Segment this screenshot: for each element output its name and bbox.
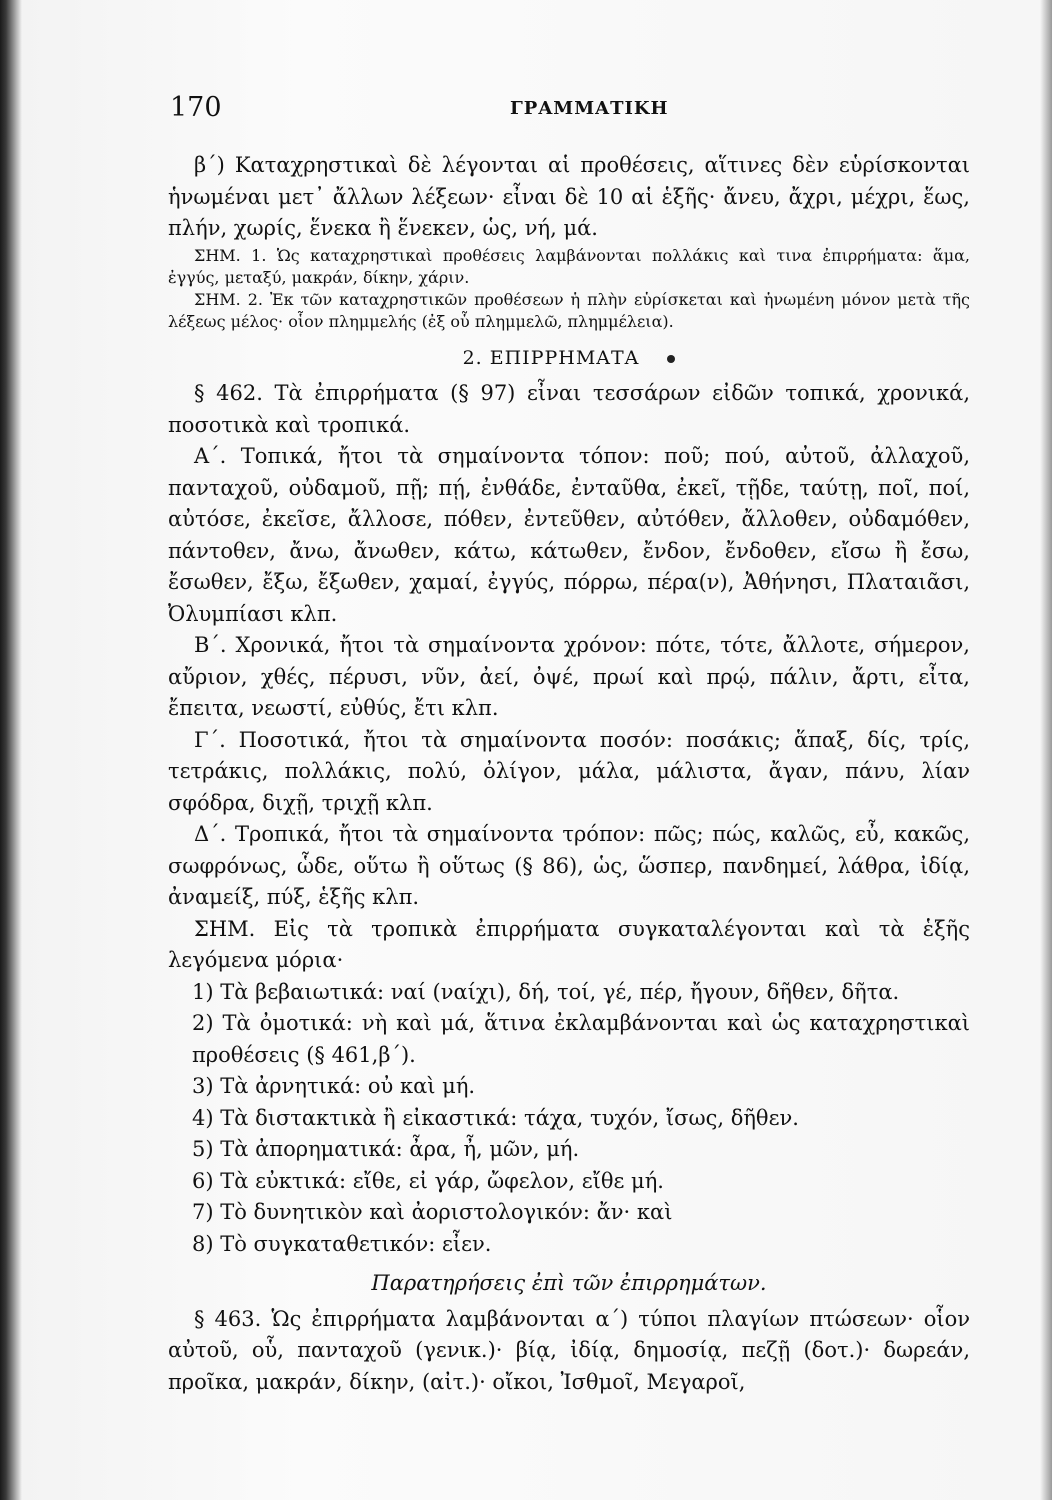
paragraph-posotika: Γ΄. Ποσοτικά, ἤτοι τὰ σημαίνοντα ποσόν: ποσάκις; ἅπαξ, δίς, τρίς, τετράκις, πολλάκις, πολύ, ὀλίγον, μάλα, μάλιστα, ἄγαν, πάνυ, λίαν σφόδρα, διχῇ, τριχῇ κλπ.: [168, 727, 970, 815]
page-body: [168, 150, 970, 1398]
list-item: 6) Τὰ εὐκτικά: εἴθε, εἰ γάρ, ὤφελον, εἴθε μή.: [192, 1168, 664, 1193]
list-item: 4) Τὰ διστακτικὰ ἢ εἰκαστικά: τάχα, τυχόν, ἴσως, δῆθεν.: [192, 1105, 799, 1130]
note-1: ΣΗΜ. 1. Ὡς καταχρηστικαὶ προθέσεις λαμβάνονται πολλάκις καὶ τινα ἐπιρρήματα: ἅμα, ἐγγύς, μεταξύ, μακράν, δίκην, χάριν.: [168, 245, 970, 287]
note-2: ΣΗΜ. 2. Ἐκ τῶν καταχρηστικῶν προθέσεων ἡ πλὴν εὑρίσκεται καὶ ἡνωμένη μόνον μετὰ τῆς λέξεως μέλος· οἷον πλημμελής (ἐξ οὗ πλημμελῶ, πλημμέλεια).: [168, 289, 970, 331]
paragraph-462: § 462. Τὰ ἐπιρρήματα (§ 97) εἶναι τεσσάρων εἰδῶν τοπικά, χρονικά, ποσοτικὰ καὶ τροπικά.: [168, 381, 970, 437]
paragraph-463: § 463. Ὡς ἐπιρρήματα λαμβάνονται α΄) τύποι πλαγίων πτώσεων· οἷον αὐτοῦ, οὗ, πανταχοῦ (γενικ.)· βίᾳ, ἰδίᾳ, δημοσίᾳ, πεζῇ (δοτ.)· δωρεάν, προῖκα, μακράν, δίκην, (αἰτ.)· οἴκοι, Ἰσθμοῖ, Μεγαροῖ,: [168, 1306, 970, 1394]
list-item: 3) Τὰ ἀρνητικά: οὐ καὶ μή.: [192, 1074, 476, 1098]
paragraph-topika: Α΄. Τοπικά, ἤτοι τὰ σημαίνοντα τόπον: ποῦ; πού, αὐτοῦ, ἀλλαχοῦ, πανταχοῦ, οὐδαμοῦ, πῇ; πῄ, ἐνθάδε, ἐνταῦθα, ἐκεῖ, τῇδε, ταύτῃ, ποῖ, ποί, αὐτόσε, ἐκεῖσε, ἄλλοσε, πόθεν, ἐντεῦθεν, αὐτόθεν, ἄλλοθεν, οὐδαμόθεν, πάντοθεν, ἄνω, ἄνωθεν, κάτω, κάτωθεν, ἔνδον, ἔνδοθεν, εἴσω ἢ ἔσω, ἔσωθεν, ἔξω, ἔξωθεν, χαμαί, ἐγγύς, πόρρω, πέρα(ν), Ἀθήνησι, Πλαταιᾶσι, Ὀλυμπίασι κλπ.: [168, 444, 970, 626]
paragraph-tropika: Δ΄. Τροπικά, ἤτοι τὰ σημαίνοντα τρόπον: πῶς; πώς, καλῶς, εὖ, κακῶς, σωφρόνως, ὧδε, οὕτω ἢ οὕτως (§ 86), ὡς, ὥσπερ, πανδημεί, λάθρα, ἰδίᾳ, ἀναμείξ, πύξ, ἑξῆς κλπ.: [168, 822, 970, 909]
paragraph-sem-moria: ΣΗΜ. Εἰς τὰ τροπικὰ ἐπιρρήματα συγκαταλέγονται καὶ τὰ ἑξῆς λεγόμενα μόρια·: [168, 916, 970, 972]
list-item: 5) Τὰ ἀπορηματικά: ἆρα, ἦ, μῶν, μή.: [192, 1137, 580, 1161]
list-item: 8) Τὸ συγκαταθετικόν: εἶεν.: [192, 1231, 492, 1256]
subsection-title: Παρατηρήσεις ἐπὶ τῶν ἐπιρρημάτων.: [371, 1271, 767, 1295]
section-title: [168, 343, 970, 375]
paragraph-katachrestikai: β΄) Καταχρηστικαὶ δὲ λέγονται αἱ προθέσεις, αἵτινες δὲν εὑρίσκονται ἡνωμέναι μετ᾽ ἄλλων λέξεων· εἶναι δὲ 10 αἱ ἑξῆς· ἄνευ, ἄχρι, μέχρι, ἕως, πλήν, χωρίς, ἕνεκα ἢ ἕνεκεν, ὡς, νή, μά.: [168, 153, 970, 240]
paragraph-chronika: Β΄. Χρονικά, ἤτοι τὰ σημαίνοντα χρόνον: πότε, τότε, ἄλλοτε, σήμερον, αὔριον, χθές, πέρυσι, νῦν, ἀεί, ὀψέ, πρωί καὶ πρῴ, πάλιν, ἄρτι, εἶτα, ἔπειτα, νεωστί, εὐθύς, ἔτι κλπ.: [168, 633, 970, 720]
bullet-dot-icon: [667, 355, 675, 363]
list-item: 7) Τὸ δυνητικὸν καὶ ἀοριστολογικόν: ἄν· καὶ: [192, 1200, 673, 1224]
list-item: 2) Τὰ ὀμοτικά: νὴ καὶ μά, ἅτινα ἐκλαμβάνονται καὶ ὡς καταχρηστικαὶ προθέσεις (§ 461,β΄).: [192, 1011, 970, 1067]
running-title: ΓΡΑΜΜΑΤΙΚΗ: [510, 98, 669, 119]
section-title-text: 2. ΕΠΙΡΡΗΜΑΤΑ: [462, 346, 640, 369]
page-number: 170: [170, 92, 222, 123]
particles-list: [168, 977, 970, 1261]
list-item: 1) Τὰ βεβαιωτικά: ναί (ναίχι), δή, τοί, γέ, πέρ, ἤγουν, δῆθεν, δῆτα.: [192, 979, 900, 1004]
page-header: [170, 92, 970, 132]
